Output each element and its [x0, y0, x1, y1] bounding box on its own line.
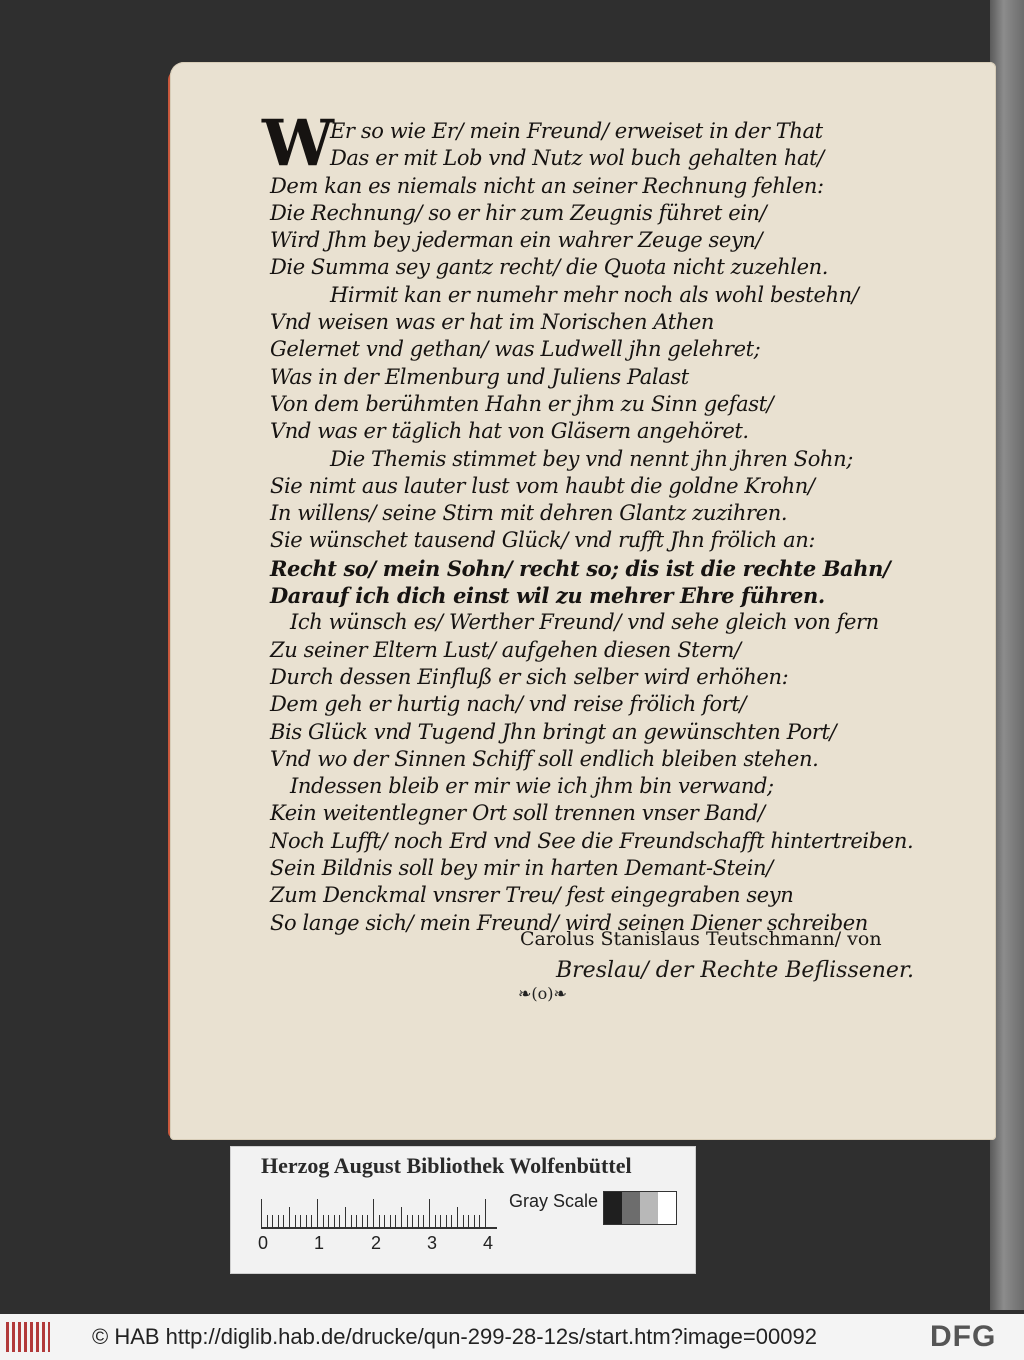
ruler-tick: [485, 1199, 486, 1227]
poem-line: Vnd wo der Sinnen Schiff soll endlich bleiben stehen.: [270, 746, 819, 771]
ruler-tick: [295, 1215, 296, 1227]
poem-line: In willens/ seine Stirn mit dehren Glantz zuzihren.: [270, 501, 788, 526]
ruler-tick: [267, 1215, 268, 1227]
ornament-icon: ❧(o)❧: [518, 984, 567, 1003]
hab-logo-icon: [6, 1322, 50, 1352]
ruler-tick: [362, 1215, 363, 1227]
ruler-number: 4: [483, 1233, 494, 1253]
ruler-number: 2: [371, 1233, 382, 1253]
poem-line: Dem geh er hurtig nach/ vnd reise frölich fort/: [270, 692, 747, 717]
poem-line: Zu seiner Eltern Lust/ aufgehen diesen Stern/: [270, 637, 741, 662]
poem-line: Er so wie Er/ mein Freund/ erweiset in der That: [330, 119, 823, 143]
ruler-number: 0: [258, 1233, 269, 1253]
ruler-tick: [272, 1215, 273, 1227]
ruler-tick: [261, 1199, 262, 1227]
ruler-tick: [390, 1215, 391, 1227]
ruler-number: 3: [427, 1233, 438, 1253]
poem-line: So lange sich/ mein Freund/ wird seinen Diener schreiben: [270, 910, 868, 935]
library-title: Herzog August Bibliothek Wolfenbüttel: [261, 1153, 632, 1178]
poem-line: Die Summa sey gantz recht/ die Quota nicht zuzehlen.: [270, 255, 829, 280]
poem-line: Was in der Elmenburg und Juliens Palast: [270, 364, 689, 389]
poem-line: Zum Denckmal vnsrer Treu/ fest eingegraben seyn: [270, 883, 794, 908]
poem-line: Gelernet vnd gethan/ was Ludwell jhn gelehret;: [270, 337, 761, 362]
poem-line: Indessen bleib er mir wie ich jhm bin verwand;: [290, 774, 774, 799]
signature-name: Carolus Stanislaus Teutschmann/ von: [520, 928, 882, 950]
ruler-tick: [435, 1215, 436, 1227]
poem-line: Durch dessen Einfluß er sich selber wird erhöhen:: [270, 664, 789, 689]
poem-line: Bis Glück vnd Tugend Jhn bringt an gewünschten Port/: [270, 719, 837, 744]
ruler-tick: [311, 1215, 312, 1227]
ruler-tick: [384, 1215, 385, 1227]
drop-cap: W: [262, 106, 334, 181]
ruler-tick: [395, 1215, 396, 1227]
poem-line: Von dem berühmten Hahn er jhm zu Sinn gefast/: [270, 391, 774, 416]
ruler-tick: [328, 1215, 329, 1227]
dfg-logo: DFG: [930, 1320, 997, 1353]
gray-swatch: [658, 1192, 676, 1224]
ruler-tick: [463, 1215, 464, 1227]
ruler-tick: [379, 1215, 380, 1227]
ruler-tick: [283, 1215, 284, 1227]
poem-line: Darauf ich dich einst wil zu mehrer Ehre führen.: [270, 583, 825, 609]
poem-line: Ich wünsch es/ Werther Freund/ vnd sehe gleich von fern: [290, 610, 879, 635]
poem-line: Das er mit Lob vnd Nutz wol buch gehalten hat/: [330, 146, 824, 171]
ruler-tick: [468, 1215, 469, 1227]
footer-bar: [0, 1314, 1024, 1360]
poem-text: [262, 106, 950, 937]
ruler-tick: [457, 1207, 458, 1227]
ruler-tick: [423, 1215, 424, 1227]
ruler-tick: [440, 1215, 441, 1227]
gray-scale-label: Gray Scale: [509, 1191, 599, 1211]
poem-line: Recht so/ mein Sohn/ recht so; dis ist die rechte Bahn/: [270, 555, 891, 581]
ruler-tick: [339, 1215, 340, 1227]
ruler-tick: [345, 1207, 346, 1227]
copyright-url[interactable]: © HAB http://diglib.hab.de/drucke/qun-299-28-12s/start.htm?image=00092: [92, 1324, 817, 1349]
library-label: [230, 1146, 696, 1274]
ruler-tick: [373, 1199, 374, 1227]
ruler-tick: [407, 1215, 408, 1227]
poem-line: Noch Lufft/ noch Erd vnd See die Freundschafft hintertreiben.: [270, 828, 914, 853]
ruler-tick: [278, 1215, 279, 1227]
ruler-tick: [356, 1215, 357, 1227]
poem-line: Sein Bildnis soll bey mir in harten Demant-Stein/: [270, 856, 773, 881]
poem-line: Sie wünschet tausend Glück/ vnd rufft Jhn frölich an:: [270, 528, 816, 553]
poem-line: Vnd was er täglich hat von Gläsern angehöret.: [270, 419, 749, 444]
ruler-tick: [451, 1215, 452, 1227]
poem-line: Kein weitentlegner Ort soll trennen vnser Band/: [270, 801, 765, 826]
gray-swatch: [604, 1192, 622, 1224]
ruler-tick: [429, 1199, 430, 1227]
gray-scale-swatches: [603, 1191, 677, 1225]
ruler-tick: [300, 1215, 301, 1227]
poem-line: Hirmit kan er numehr mehr noch als wohl bestehn/: [330, 282, 859, 307]
ruler-number: 1: [314, 1233, 325, 1253]
ruler-tick: [334, 1215, 335, 1227]
ruler-tick: [446, 1215, 447, 1227]
gray-swatch: [640, 1192, 658, 1224]
ruler-tick: [367, 1215, 368, 1227]
ruler-tick: [474, 1215, 475, 1227]
poem-line: Dem kan es niemals nicht an seiner Rechnung fehlen:: [270, 173, 824, 198]
signature-origin: Breslau/ der Rechte Beflissener.: [556, 958, 915, 983]
poem-line: Vnd weisen was er hat im Norischen Athen: [270, 310, 715, 335]
ruler-tick: [418, 1215, 419, 1227]
gray-swatch: [622, 1192, 640, 1224]
poem-line: Sie nimt aus lauter lust vom haubt die goldne Krohn/: [270, 473, 815, 498]
ruler-tick: [351, 1215, 352, 1227]
ruler-tick: [289, 1207, 290, 1227]
poem-line: Wird Jhm bey jederman ein wahrer Zeuge seyn/: [270, 228, 763, 253]
ruler-tick: [317, 1199, 318, 1227]
ruler-tick: [323, 1215, 324, 1227]
ruler-tick: [401, 1207, 402, 1227]
ruler-tick: [412, 1215, 413, 1227]
poem-line: Die Rechnung/ so er hir zum Zeugnis führet ein/: [270, 200, 767, 225]
ruler-tick: [479, 1215, 480, 1227]
poem-line: Die Themis stimmet bey vnd nennt jhn jhren Sohn;: [330, 446, 853, 471]
ruler-tick: [306, 1215, 307, 1227]
scale-ruler: [261, 1197, 497, 1229]
